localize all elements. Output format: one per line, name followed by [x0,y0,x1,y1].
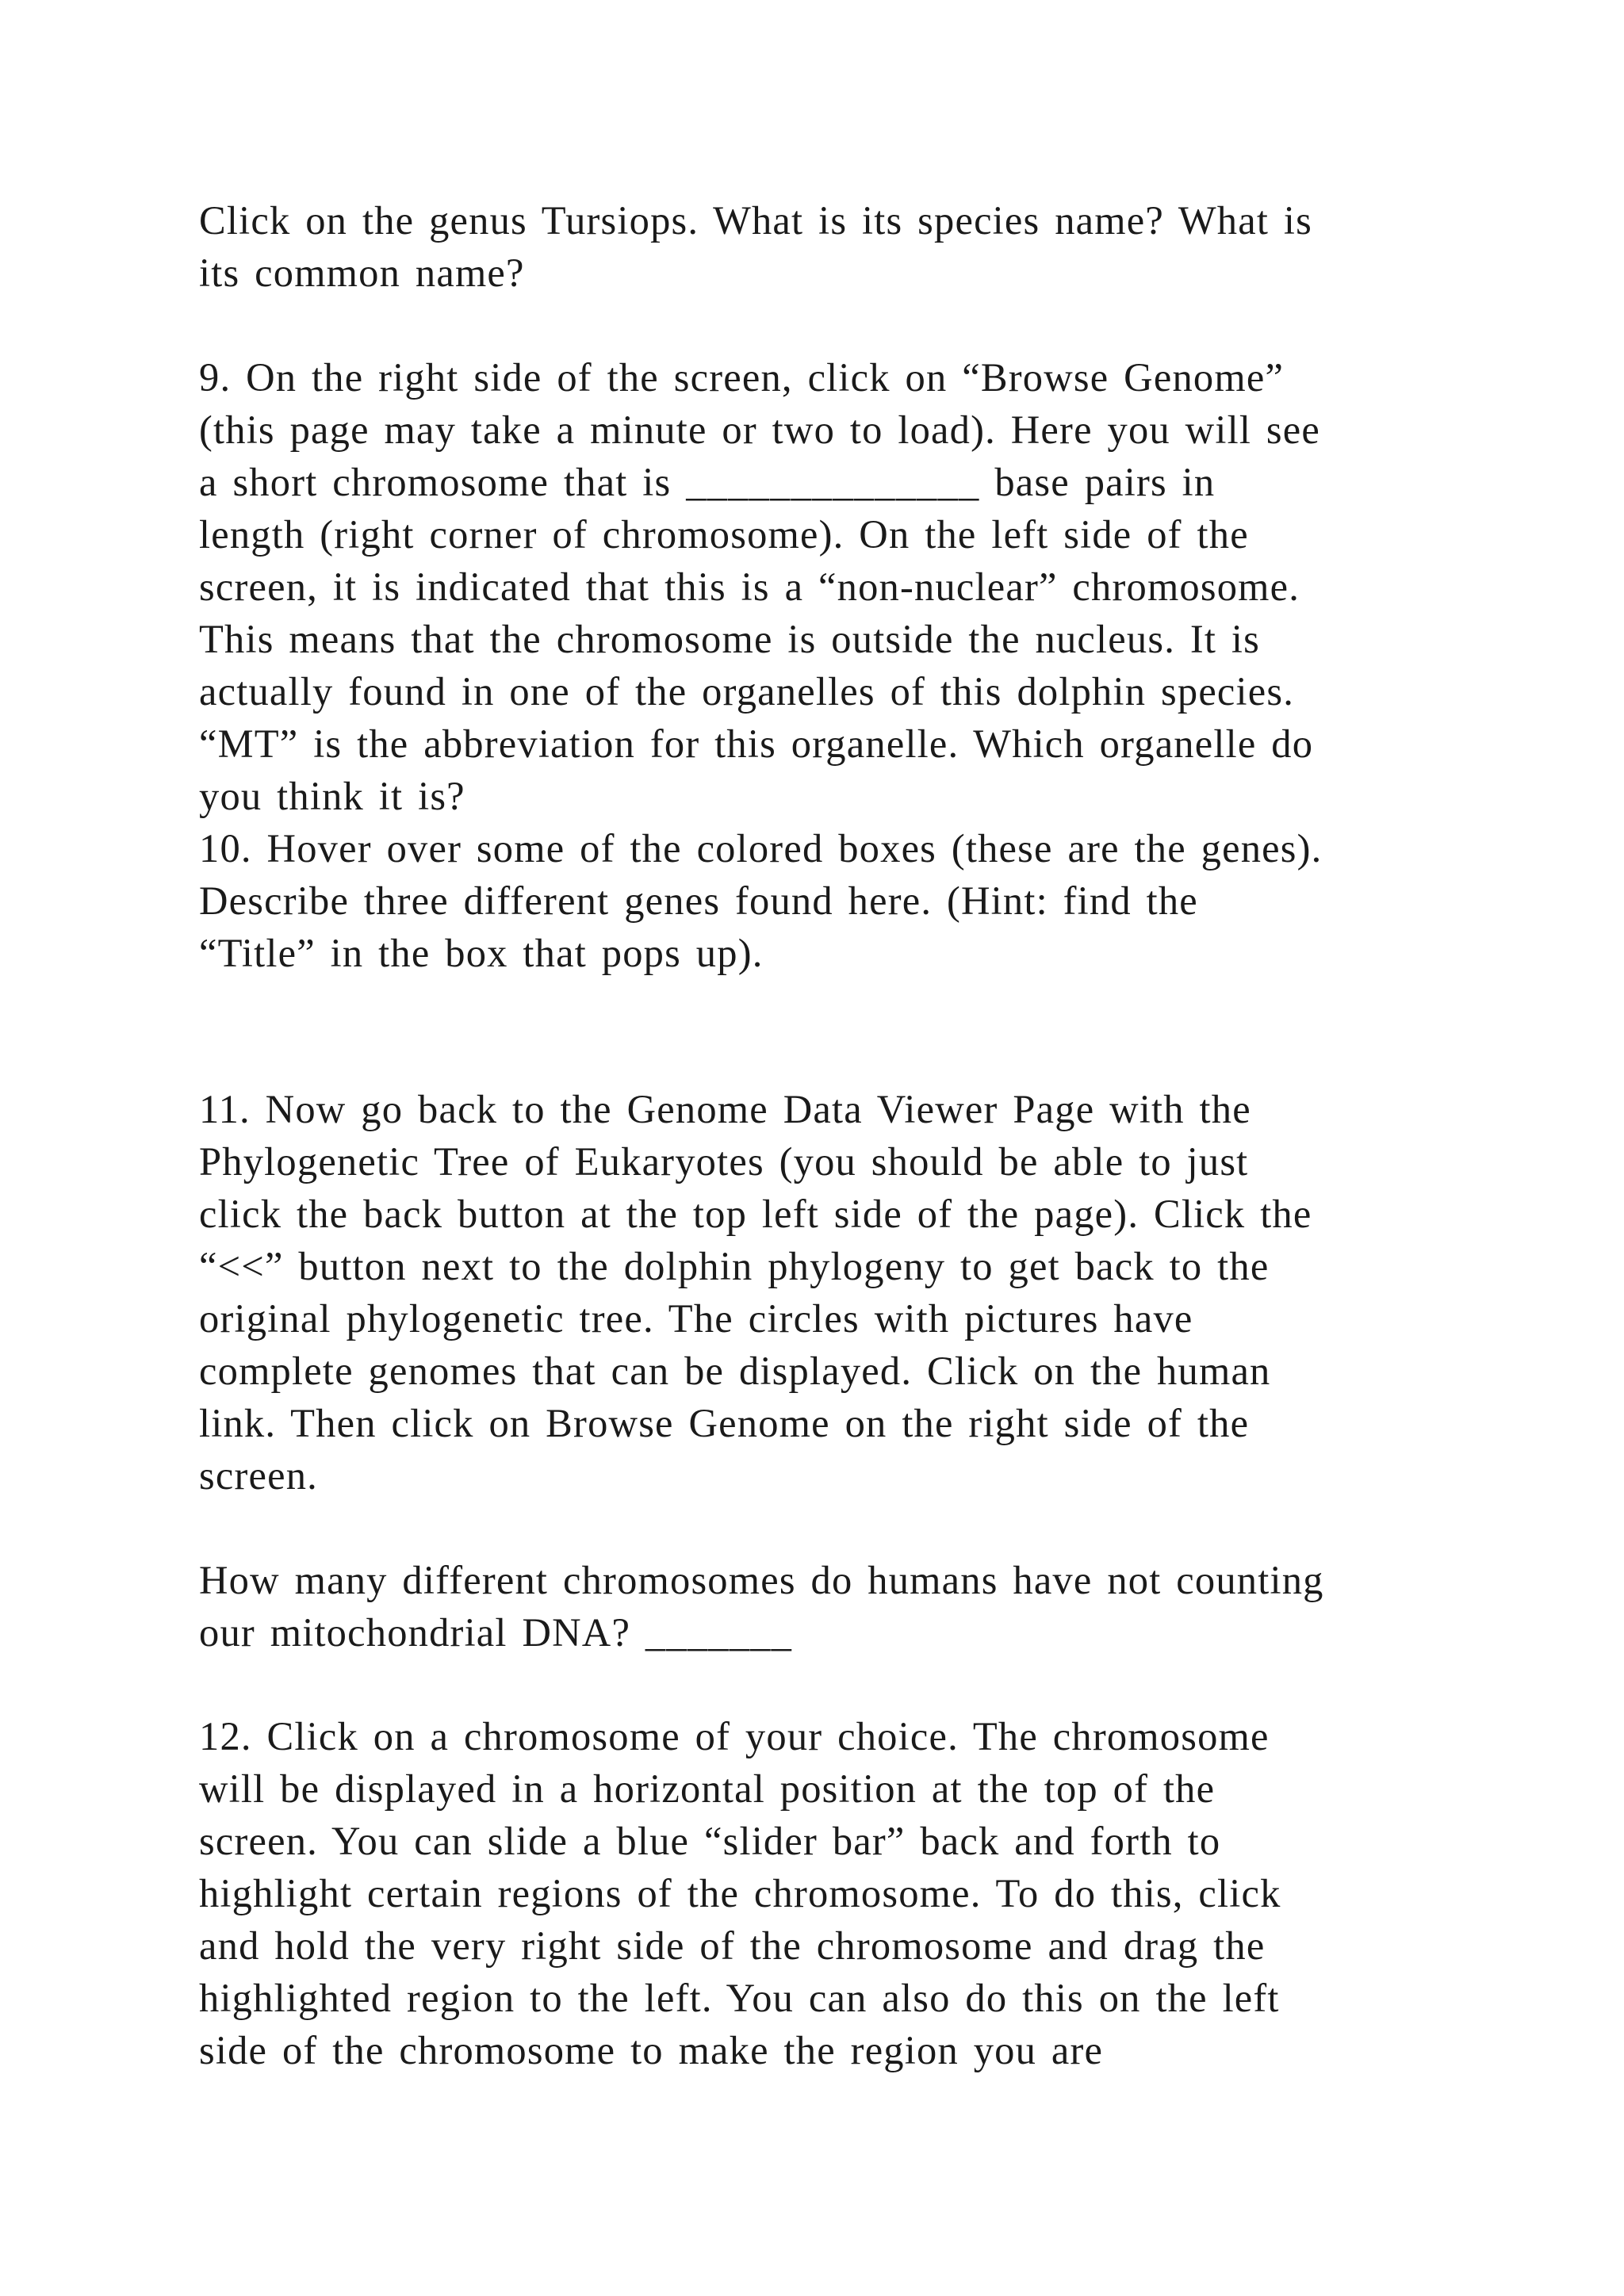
text-line: highlighted region to the left. You can also do this on the left [199,1976,1280,2020]
text-line: our mitochondrial DNA? _______ [199,1610,793,1655]
text-line: a short chromosome that is ______________ base pairs in [199,460,1216,504]
text-line: actually found in one of the organelles of this dolphin species. [199,669,1295,714]
text-line: you think it is? [199,774,465,818]
text-line: its common name? [199,251,525,295]
text-line: complete genomes that can be displayed. Click on the human [199,1349,1271,1393]
paragraph-chromosome-count [199,1554,1436,1659]
text-line: side of the chromosome to make the region you are [199,2028,1104,2072]
text-line: will be displayed in a horizontal position at the top of the [199,1766,1216,1811]
text-line: original phylogenetic tree. The circles with pictures have [199,1296,1193,1341]
text-line: Describe three different genes found here. (Hint: find the [199,878,1198,923]
text-line: “Title” in the box that pops up). [199,931,764,975]
text-line: “<<” button next to the dolphin phylogeny to get back to the [199,1244,1270,1288]
text-line: 11. Now go back to the Genome Data Viewer Page with the [199,1087,1251,1131]
paragraph-question-12 [199,1710,1436,2076]
text-line: 10. Hover over some of the colored boxes (these are the genes). [199,826,1323,871]
text-line: screen. You can slide a blue “slider bar” back and forth to [199,1819,1221,1863]
text-line: click the back button at the top left side of the page). Click the [199,1192,1312,1236]
text-line: “MT” is the abbreviation for this organelle. Which organelle do [199,721,1314,766]
text-line: highlight certain regions of the chromosome. To do this, click [199,1871,1281,1915]
text-line: How many different chromosomes do humans have not counting [199,1558,1324,1602]
text-line: 9. On the right side of the screen, click on “Browse Genome” [199,355,1285,400]
text-line: length (right corner of chromosome). On the left side of the [199,512,1249,557]
paragraph-question-11 [199,1083,1436,1502]
text-line: 12. Click on a chromosome of your choice. The chromosome [199,1714,1270,1758]
text-line: Click on the genus Tursiops. What is its species name? What is [199,198,1312,243]
text-line: screen. [199,1453,318,1498]
text-line: link. Then click on Browse Genome on the right side of the [199,1401,1250,1445]
text-line: This means that the chromosome is outside the nucleus. It is [199,617,1260,661]
text-line: Phylogenetic Tree of Eukaryotes (you should be able to just [199,1139,1249,1184]
text-line: (this page may take a minute or two to load). Here you will see [199,408,1320,452]
paragraph-questions-9-10 [199,351,1436,979]
paragraph-tursiops-question [199,194,1436,299]
text-line: screen, it is indicated that this is a “non-nuclear” chromosome. [199,564,1300,609]
text-line: and hold the very right side of the chromosome and drag the [199,1923,1266,1968]
